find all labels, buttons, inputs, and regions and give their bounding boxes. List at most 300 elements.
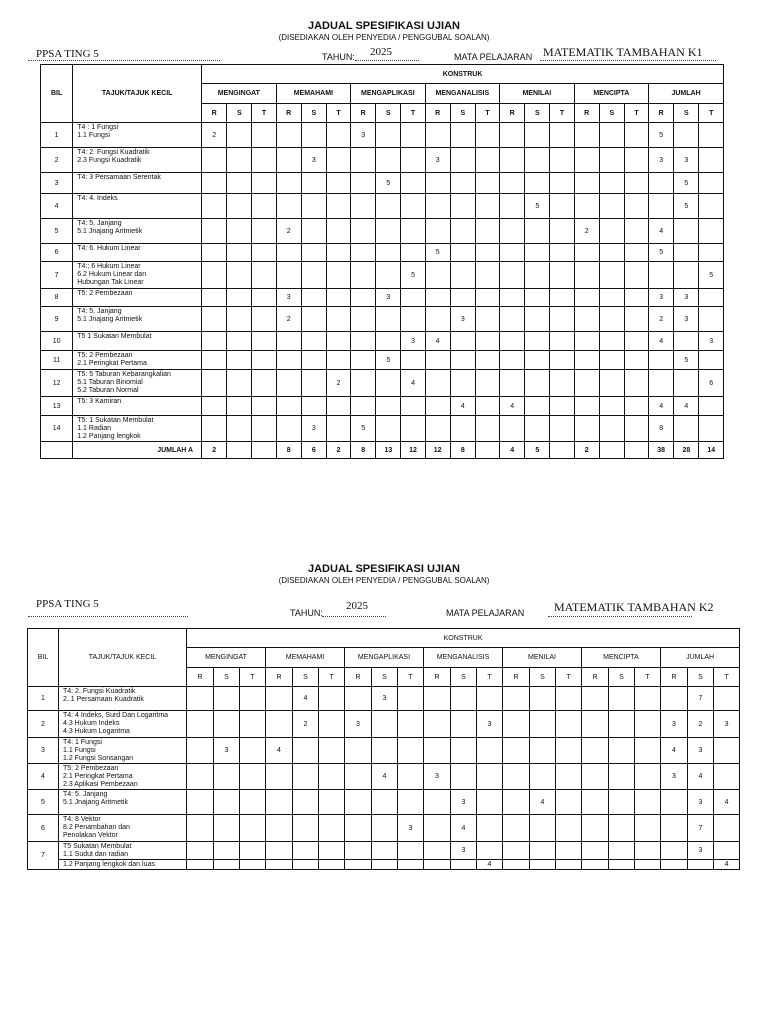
value-cell [609,687,635,711]
value-cell [525,173,550,194]
value-cell [450,173,475,194]
value-cell [635,764,661,790]
bil-cell: 8 [41,289,73,307]
sub-header-r: R [500,104,525,123]
sub-header-r: R [574,104,599,123]
value-cell [550,262,574,289]
value-cell [503,687,530,711]
bil-cell: 1 [41,123,73,148]
value-cell [599,194,624,219]
topic-line: T5: 2 Pembezaan [63,765,119,772]
value-cell [266,687,293,711]
value-cell [525,397,550,416]
bil-cell: 1 [28,687,59,711]
value-cell [574,370,599,397]
value-cell [425,262,450,289]
value-cell: 2 [574,219,599,244]
value-cell [227,351,252,370]
topic-line: 1.2 Fungsi Sonsangan [63,755,134,762]
value-cell [624,148,648,173]
value-cell [599,173,624,194]
value-cell [301,123,326,148]
value-cell [574,332,599,351]
value-cell [202,351,227,370]
topic-line: 1.2 Panjang lengkok [77,433,141,440]
value-cell [475,262,499,289]
value-cell [424,842,451,860]
topic-cell [59,764,187,790]
topic-cell [73,262,202,289]
value-cell: 4 [425,332,450,351]
topic-line: T4: 2. Fungsi Kuadratik [63,688,136,695]
value-cell [425,219,450,244]
value-cell [202,397,227,416]
sub-header-s: S [530,668,556,687]
value-cell [582,764,609,790]
tahun-label-1: TAHUN: [322,52,355,62]
value-cell [450,370,475,397]
value-cell [319,842,345,860]
topic-cell [73,351,202,370]
group-header-menganalisis: MENGANALISIS [424,648,503,668]
value-cell [599,416,624,442]
value-cell [301,307,326,332]
value-cell [376,397,401,416]
value-cell: 6 [699,370,724,397]
sub-header-t: T [714,668,740,687]
value-cell [530,764,556,790]
total-cell: 2 [326,442,350,459]
total-cell [624,442,648,459]
value-cell: 4 [477,860,503,870]
value-cell [525,416,550,442]
total-cell [252,442,276,459]
value-cell [624,244,648,262]
value-cell: 5 [674,173,699,194]
value-cell [227,123,252,148]
bil-header: BIL [41,65,73,123]
value-cell [525,123,550,148]
value-cell [556,738,582,764]
value-cell [276,123,301,148]
bil-cell: 5 [41,219,73,244]
sub-header-r: R [649,104,674,123]
topic-line: T4: 8 Vektor [63,816,101,823]
value-cell [477,687,503,711]
value-cell [425,370,450,397]
value-cell [276,397,301,416]
value-cell [252,262,276,289]
value-cell: 7 [688,687,714,711]
value-cell [252,194,276,219]
value-cell [202,289,227,307]
value-cell [266,815,293,842]
topic-cell [59,711,187,738]
value-cell [599,307,624,332]
value-cell [202,148,227,173]
value-cell: 3 [451,842,477,860]
value-cell [252,351,276,370]
value-cell [477,842,503,860]
value-cell [699,351,724,370]
value-cell [276,148,301,173]
value-cell [252,416,276,442]
value-cell [202,416,227,442]
value-cell [649,370,674,397]
value-cell: 3 [214,738,240,764]
value-cell [451,687,477,711]
topic-cell [59,738,187,764]
sub-header-t: T [699,104,724,123]
value-cell [301,370,326,397]
value-cell [240,790,266,815]
value-cell [500,173,525,194]
bil-cell: 6 [41,244,73,262]
value-cell: 3 [424,764,451,790]
value-cell [699,219,724,244]
table-row [28,711,740,738]
value-cell [326,194,350,219]
topic-line: T4 : 1 Fungsi [77,124,119,131]
sub-header-r: R [276,104,301,123]
value-cell [475,173,499,194]
value-cell [326,262,350,289]
value-cell [674,416,699,442]
value-cell [635,790,661,815]
value-cell [276,262,301,289]
value-cell [187,860,214,870]
topic-line: 2.1 Peringkat Pertama [77,360,147,367]
bil-cell: 10 [41,332,73,351]
topic-line: T5 1 Sukatan Membulat [77,333,152,340]
sub-header-s: S [214,668,240,687]
value-cell [674,244,699,262]
header-row-konstruk [41,65,724,84]
value-cell [599,332,624,351]
topic-line: 4.3 Hukum Logaritma [63,728,130,735]
value-cell [624,219,648,244]
value-cell [550,123,574,148]
konstruk-header: KONSTRUK [187,629,740,648]
value-cell [624,332,648,351]
sub-header-t: T [556,668,582,687]
value-cell [609,738,635,764]
value-cell [661,815,688,842]
value-cell [376,244,401,262]
value-cell [635,842,661,860]
value-cell [599,397,624,416]
value-cell: 5 [376,173,401,194]
topic-line: 4.3 Hukum Indeks [63,720,120,727]
bil-cell: 11 [41,351,73,370]
value-cell [240,815,266,842]
table-row [41,332,724,351]
sub-header-t: T [326,104,350,123]
value-cell [227,416,252,442]
value-cell [351,370,376,397]
topic-line: 8.2 Penambahan dan [63,824,130,831]
value-cell [550,416,574,442]
value-cell [503,764,530,790]
value-cell [661,860,688,870]
school-name-2: PPSA TING 5 [36,598,99,610]
value-cell [425,123,450,148]
value-cell [550,173,574,194]
value-cell [635,738,661,764]
bil-cell: 7 [28,842,59,870]
page-subtitle-2: (DISEDIAKAN OLEH PENYEDIA / PENGGUBAL SOALAN) [278,576,490,585]
value-cell [401,397,425,416]
value-cell [475,123,499,148]
value-cell [376,416,401,442]
value-cell [503,860,530,870]
value-cell [187,764,214,790]
sub-header-s: S [293,668,319,687]
sub-header-s: S [451,668,477,687]
value-cell [500,416,525,442]
value-cell [351,289,376,307]
sub-header-s: S [599,104,624,123]
table-row [28,790,740,815]
value-cell [351,219,376,244]
value-cell: 2 [688,711,714,738]
value-cell [550,244,574,262]
value-cell [252,307,276,332]
value-cell [582,815,609,842]
value-cell [574,244,599,262]
value-cell: 4 [674,397,699,416]
value-cell [214,711,240,738]
value-cell [503,842,530,860]
value-cell: 2 [326,370,350,397]
value-cell [525,244,550,262]
topic-line: 2..1 Persamaan Kuadratik [63,696,144,703]
sub-header-s: S [609,668,635,687]
total-cell: 14 [699,442,724,459]
sub-header-r: R [424,668,451,687]
value-cell [699,173,724,194]
topic-line: 5.1 Jnajang Aritmetik [77,316,143,323]
value-cell [293,790,319,815]
value-cell: 3 [301,148,326,173]
total-cell [550,442,574,459]
value-cell [609,790,635,815]
value-cell [425,416,450,442]
value-cell [699,289,724,307]
value-cell [240,687,266,711]
value-cell [372,711,398,738]
value-cell [530,842,556,860]
value-cell [425,397,450,416]
table-row [41,370,724,397]
value-cell [609,842,635,860]
value-cell [714,815,740,842]
value-cell [674,123,699,148]
value-cell [550,289,574,307]
total-cell: 8 [450,442,475,459]
value-cell [252,332,276,351]
tahun-underline-1 [355,60,419,61]
value-cell [674,262,699,289]
value-cell [475,289,499,307]
sub-header-t: T [240,668,266,687]
value-cell [530,815,556,842]
value-cell [351,148,376,173]
value-cell [556,764,582,790]
value-cell [450,123,475,148]
total-cell [599,442,624,459]
total-cell: 8 [351,442,376,459]
value-cell [345,687,372,711]
sub-header-s: S [674,104,699,123]
table-row [41,416,724,442]
table-row [41,307,724,332]
topic-cell [73,370,202,397]
table-row [28,687,740,711]
value-cell [550,332,574,351]
value-cell [530,687,556,711]
value-cell: 5 [376,351,401,370]
group-header-mencipta: MENCIPTA [574,84,649,104]
total-row [41,442,724,459]
value-cell [624,397,648,416]
value-cell: 4 [451,815,477,842]
sub-header-s: S [450,104,475,123]
value-cell [556,860,582,870]
bil-header: BIL [28,629,59,687]
value-cell [187,815,214,842]
topic-line: 1.1 Fungsi [77,132,110,139]
value-cell [450,351,475,370]
bil-cell: 7 [41,262,73,289]
school-name-1: PPSA TING 5 [36,48,99,60]
value-cell [252,123,276,148]
value-cell: 2 [649,307,674,332]
value-cell [699,194,724,219]
value-cell [202,194,227,219]
value-cell [500,332,525,351]
value-cell [227,262,252,289]
value-cell: 4 [500,397,525,416]
value-cell: 4 [661,738,688,764]
value-cell [401,173,425,194]
group-header-menganalisis: MENGANALISIS [425,84,500,104]
value-cell [525,307,550,332]
value-cell: 2 [293,711,319,738]
value-cell [326,397,350,416]
value-cell [351,397,376,416]
value-cell [450,262,475,289]
value-cell [187,842,214,860]
value-cell: 3 [674,307,699,332]
value-cell [376,370,401,397]
total-cell: 38 [649,442,674,459]
value-cell: 3 [688,842,714,860]
value-cell [187,790,214,815]
value-cell [266,842,293,860]
value-cell [500,289,525,307]
value-cell [276,194,301,219]
value-cell [227,219,252,244]
bil-cell: 6 [28,815,59,842]
value-cell [401,123,425,148]
value-cell [574,148,599,173]
value-cell [624,289,648,307]
value-cell [252,148,276,173]
value-cell [214,764,240,790]
table-row [41,351,724,370]
table-row [28,815,740,842]
value-cell [574,289,599,307]
value-cell: 5 [401,262,425,289]
value-cell [425,173,450,194]
value-cell: 4 [649,397,674,416]
value-cell [624,173,648,194]
value-cell [372,842,398,860]
topic-cell [73,416,202,442]
value-cell [582,738,609,764]
bil-cell [41,442,73,459]
value-cell [240,738,266,764]
value-cell: 5 [699,262,724,289]
bil-cell: 13 [41,397,73,416]
table-row [41,194,724,219]
value-cell [599,148,624,173]
value-cell [214,687,240,711]
value-cell: 4 [372,764,398,790]
value-cell [276,351,301,370]
value-cell [214,815,240,842]
value-cell [187,711,214,738]
value-cell [624,262,648,289]
value-cell: 5 [674,351,699,370]
value-cell: 3 [345,711,372,738]
value-cell [276,370,301,397]
topic-line: 2.3 Aplikasi Pembezaan [63,781,138,788]
value-cell [351,332,376,351]
value-cell [276,244,301,262]
value-cell [582,860,609,870]
sub-header-r: R [582,668,609,687]
value-cell [319,738,345,764]
topic-cell [59,842,187,860]
table-row [41,244,724,262]
value-cell [424,687,451,711]
value-cell [451,711,477,738]
value-cell [424,860,451,870]
mata-underline-2 [548,616,692,617]
value-cell [525,219,550,244]
value-cell [500,370,525,397]
value-cell [398,764,424,790]
value-cell [351,194,376,219]
bil-cell: 4 [28,764,59,790]
value-cell [550,307,574,332]
value-cell [582,790,609,815]
value-cell [574,194,599,219]
value-cell [450,416,475,442]
value-cell [424,815,451,842]
value-cell: 5 [425,244,450,262]
value-cell [376,219,401,244]
topic-cell [73,289,202,307]
bil-cell: 3 [41,173,73,194]
value-cell [301,219,326,244]
value-cell: 3 [661,764,688,790]
value-cell [477,790,503,815]
bil-cell: 2 [41,148,73,173]
value-cell [301,262,326,289]
